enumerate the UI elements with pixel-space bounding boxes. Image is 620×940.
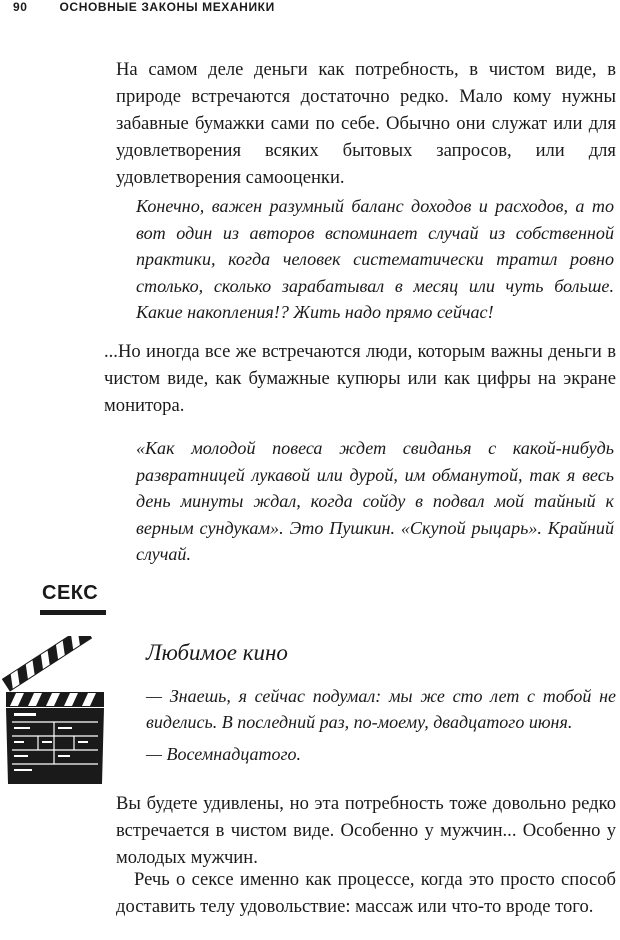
film-clapperboard-icon	[2, 636, 108, 786]
quote-paragraph: «Как молодой повеса ждет свиданья с какой-нибудь развратницей лукавой или дурой, им обманутой, так я весь день минуты ждал, когда сойду в подвал мой тайный к верным сундукам». Это Пушкин. «Скупой рыцарь». Крайний случай.	[136, 438, 614, 564]
body-paragraph: Вы будете удивлены, но эта потребность тоже довольно редко встречается в чистом виде. Особенно у мужчин... Особенно у молодых мужчин.	[116, 793, 616, 868]
running-header	[13, 0, 275, 14]
body-paragraph: Речь о сексе именно как процессе, когда это просто способ доставить телу удовольствие: массаж или что-то вроде того.	[116, 869, 616, 917]
movie-title: Любимое кино	[146, 640, 288, 665]
section-title: СЕКС	[42, 582, 99, 604]
dialogue-line: — Знаешь, я сейчас подумал: мы же сто лет с тобой не виделись. В последний раз, по-моему, двадцатого июня.	[146, 686, 616, 732]
running-title: ОСНОВНЫЕ ЗАКОНЫ МЕХАНИКИ	[59, 0, 275, 14]
body-paragraph: На самом деле деньги как потребность, в чистом виде, в природе встречаются достаточно редко. Мало кому нужны забавные бумажки сами по себе. Обычно они служат или для удовлетворения всяких бытовых запросов, или для удовлетворения самооценки.	[116, 59, 616, 188]
page-number: 90	[13, 0, 28, 14]
italic-aside-paragraph: Конечно, важен разумный баланс доходов и расходов, а то вот один из авторов вспоминает случай из собственной практики, когда человек систематически тратил ровно столько, сколько зарабатывал в месяц или чуть больше. Какие накопления!? Жить надо прямо сейчас!	[136, 196, 614, 322]
dialogue-line: — Восемнадцатого.	[146, 744, 302, 764]
body-paragraph: ...Но иногда все же встречаются люди, которым важны деньги в чистом виде, как бумажные купюры или как цифры на экране монитора.	[104, 341, 616, 416]
section-title-underline	[40, 610, 106, 615]
